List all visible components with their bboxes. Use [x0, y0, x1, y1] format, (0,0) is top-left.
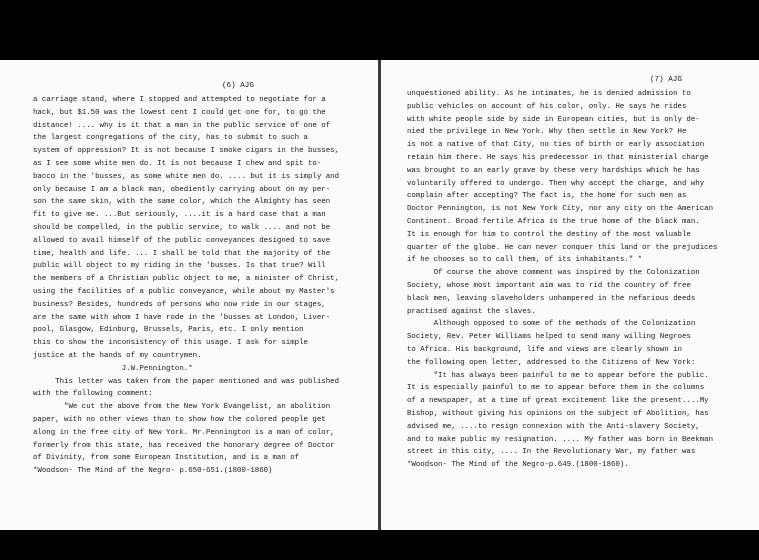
text-line: Doctor Pennington, is not New York City, nor any city on the American — [407, 205, 714, 214]
text-line: public will object to my riding in the 'busses. Is that true? Will — [33, 262, 326, 271]
text-line: public vehicles on account of his color, only. He says he rides — [407, 102, 687, 111]
text-line: the largest congregations of the city, has to submit to such a — [33, 134, 308, 143]
text-line: "It has always been painful to me to appear before the public. — [407, 371, 709, 380]
text-line: advised me, ....to resign connexion with the Anti-slavery Society, — [407, 422, 700, 431]
text-line: of Divinity, from some European Institution, and is a man of — [33, 454, 300, 463]
text-line: quarter of the globe. He can never conquer this land or the prejudices — [407, 243, 718, 252]
left-page-body — [33, 94, 339, 478]
text-line: unquestioned ability. As he intimates, he is denied admission to — [407, 90, 691, 98]
left-page-header: (6) AJG — [222, 82, 254, 90]
text-line: fit to give me. ...But seriously, ....it is a hard case that a man — [33, 211, 326, 220]
text-line: *Woodson- The Mind of the Negro- p.650-651.(1800-1860) — [33, 467, 273, 476]
text-line: "We cut the above from the New York Evangelist, an abolition — [33, 403, 331, 412]
text-line: It is enough for him to control the destiny of the most valuable — [407, 230, 691, 239]
text-line: and to make public my resignation. .... My father was born in Beekman — [407, 435, 714, 444]
text-line: It is especially painful to me to appear before them in the columns — [407, 384, 705, 393]
text-line: is not a native of that City, no ties of birth or early association — [407, 141, 705, 150]
scan-border-bottom — [0, 530, 759, 560]
text-line: son the same skin, with the same color, which the Almighty has seen — [33, 198, 331, 207]
text-line: distance! .... why is it that a man in the public service of one of — [33, 121, 331, 130]
text-line: should be compelled, in the public service, to walk .... and not be — [33, 223, 331, 232]
text-line: along in the free city of New York. Mr.Pennington is a man of color, — [33, 428, 335, 437]
text-line: allowed to avail himself of the public conveyances designed to save — [33, 236, 331, 245]
text-line: with white people side by side in European cities, but is only de- — [407, 115, 700, 124]
text-line: paper, with no other views than to show how the colored people get — [33, 415, 326, 424]
text-line: the following open letter, addressed to the Citizens of New York: — [407, 358, 696, 367]
text-line: Of course the above comment was inspired by the Colonization — [407, 269, 700, 278]
right-page-header: (7) AJG — [650, 76, 682, 84]
text-line: hack, but $1.50 was the lowest cent I could get one for, to go the — [33, 108, 326, 117]
text-line: are the same with whom I have rode in the 'busses at London, Liver- — [33, 313, 331, 322]
text-line: Continent. Broad fertile Africa is the true home of the black man. — [407, 217, 700, 226]
text-line: *Woodson- The Mind of the Negro-p.649.(1800-1860). — [407, 461, 629, 470]
text-line: was brought to an early grave by these very hardships which he has — [407, 166, 700, 175]
right-page-body — [407, 88, 717, 472]
text-line: of a newspaper, at a time of great excitement like the present....My — [407, 397, 709, 406]
text-line: retain him there. He says his predecessor in that ministerial charge — [407, 153, 709, 162]
text-line: complain after accepting? The fact is, the home for such men as — [407, 192, 687, 201]
text-line: nied the privilege in New York. Why then settle in New York? He — [407, 128, 687, 137]
text-line: street in this city, .... In the Revolutionary War, my father was — [407, 448, 696, 457]
text-line: practised against the slaves. — [407, 307, 536, 316]
text-line: business? Besides, hundreds of persons who now ride in our stages, — [33, 300, 326, 309]
text-line: system of oppression? It is not because I smoke cigars in the busses, — [33, 147, 340, 156]
text-line: using the facilities of a public conveyance, while about my Master's — [33, 287, 335, 296]
text-line: with the following comment: — [33, 390, 153, 399]
text-line: Although opposed to some of the methods of the Colonization — [407, 320, 696, 329]
scan-border-top — [0, 0, 759, 60]
text-line: Bishop, without giving his opinions on the subject of Abolition, has — [407, 409, 709, 418]
text-line: Society, whose most important aim was to rid the country of free — [407, 281, 691, 290]
text-line: only because I am a black man, obediently carrying about on my per- — [33, 185, 331, 194]
text-line: formerly from this state, has received the honorary degree of Doctor — [33, 441, 335, 450]
text-line: justice at the hands of my countrymen. — [33, 351, 202, 360]
text-line: if he chooses so to call them, of its inhabitants." * — [407, 256, 643, 265]
text-line: Society, Rev. Peter Williams helped to send many willing Negroes — [407, 333, 691, 342]
text-line: time, health and life. ... I shall be told that the majority of the — [33, 249, 331, 258]
text-line: J.W.Pennington.* — [33, 364, 193, 373]
text-line: bacco in the 'busses, as some white men do. .... but it is simply and — [33, 172, 340, 181]
text-line: to Africa. His background, life and views are clearly shown in — [407, 345, 682, 354]
text-line: pool, Glasgow, Edinburg, Brussels, Paris, etc. I only mention — [33, 326, 304, 335]
text-line: a carriage stand, where I stopped and attempted to negotiate for a — [33, 96, 326, 104]
text-line: black men, leaving slaveholders unhampered in the nefarious deeds — [407, 294, 696, 303]
text-line: This letter was taken from the paper mentioned and was published — [33, 377, 340, 386]
text-line: the members of a Christian public object to me, a minister of Christ, — [33, 275, 340, 284]
text-line: voluntarily offered to undergo. Then why accept the charge, and why — [407, 179, 705, 188]
text-line: this to show the inconsistency of this usage. I ask for simple — [33, 339, 308, 348]
text-line: as I see some white men do. It is not because I chew and spit to- — [33, 159, 322, 168]
